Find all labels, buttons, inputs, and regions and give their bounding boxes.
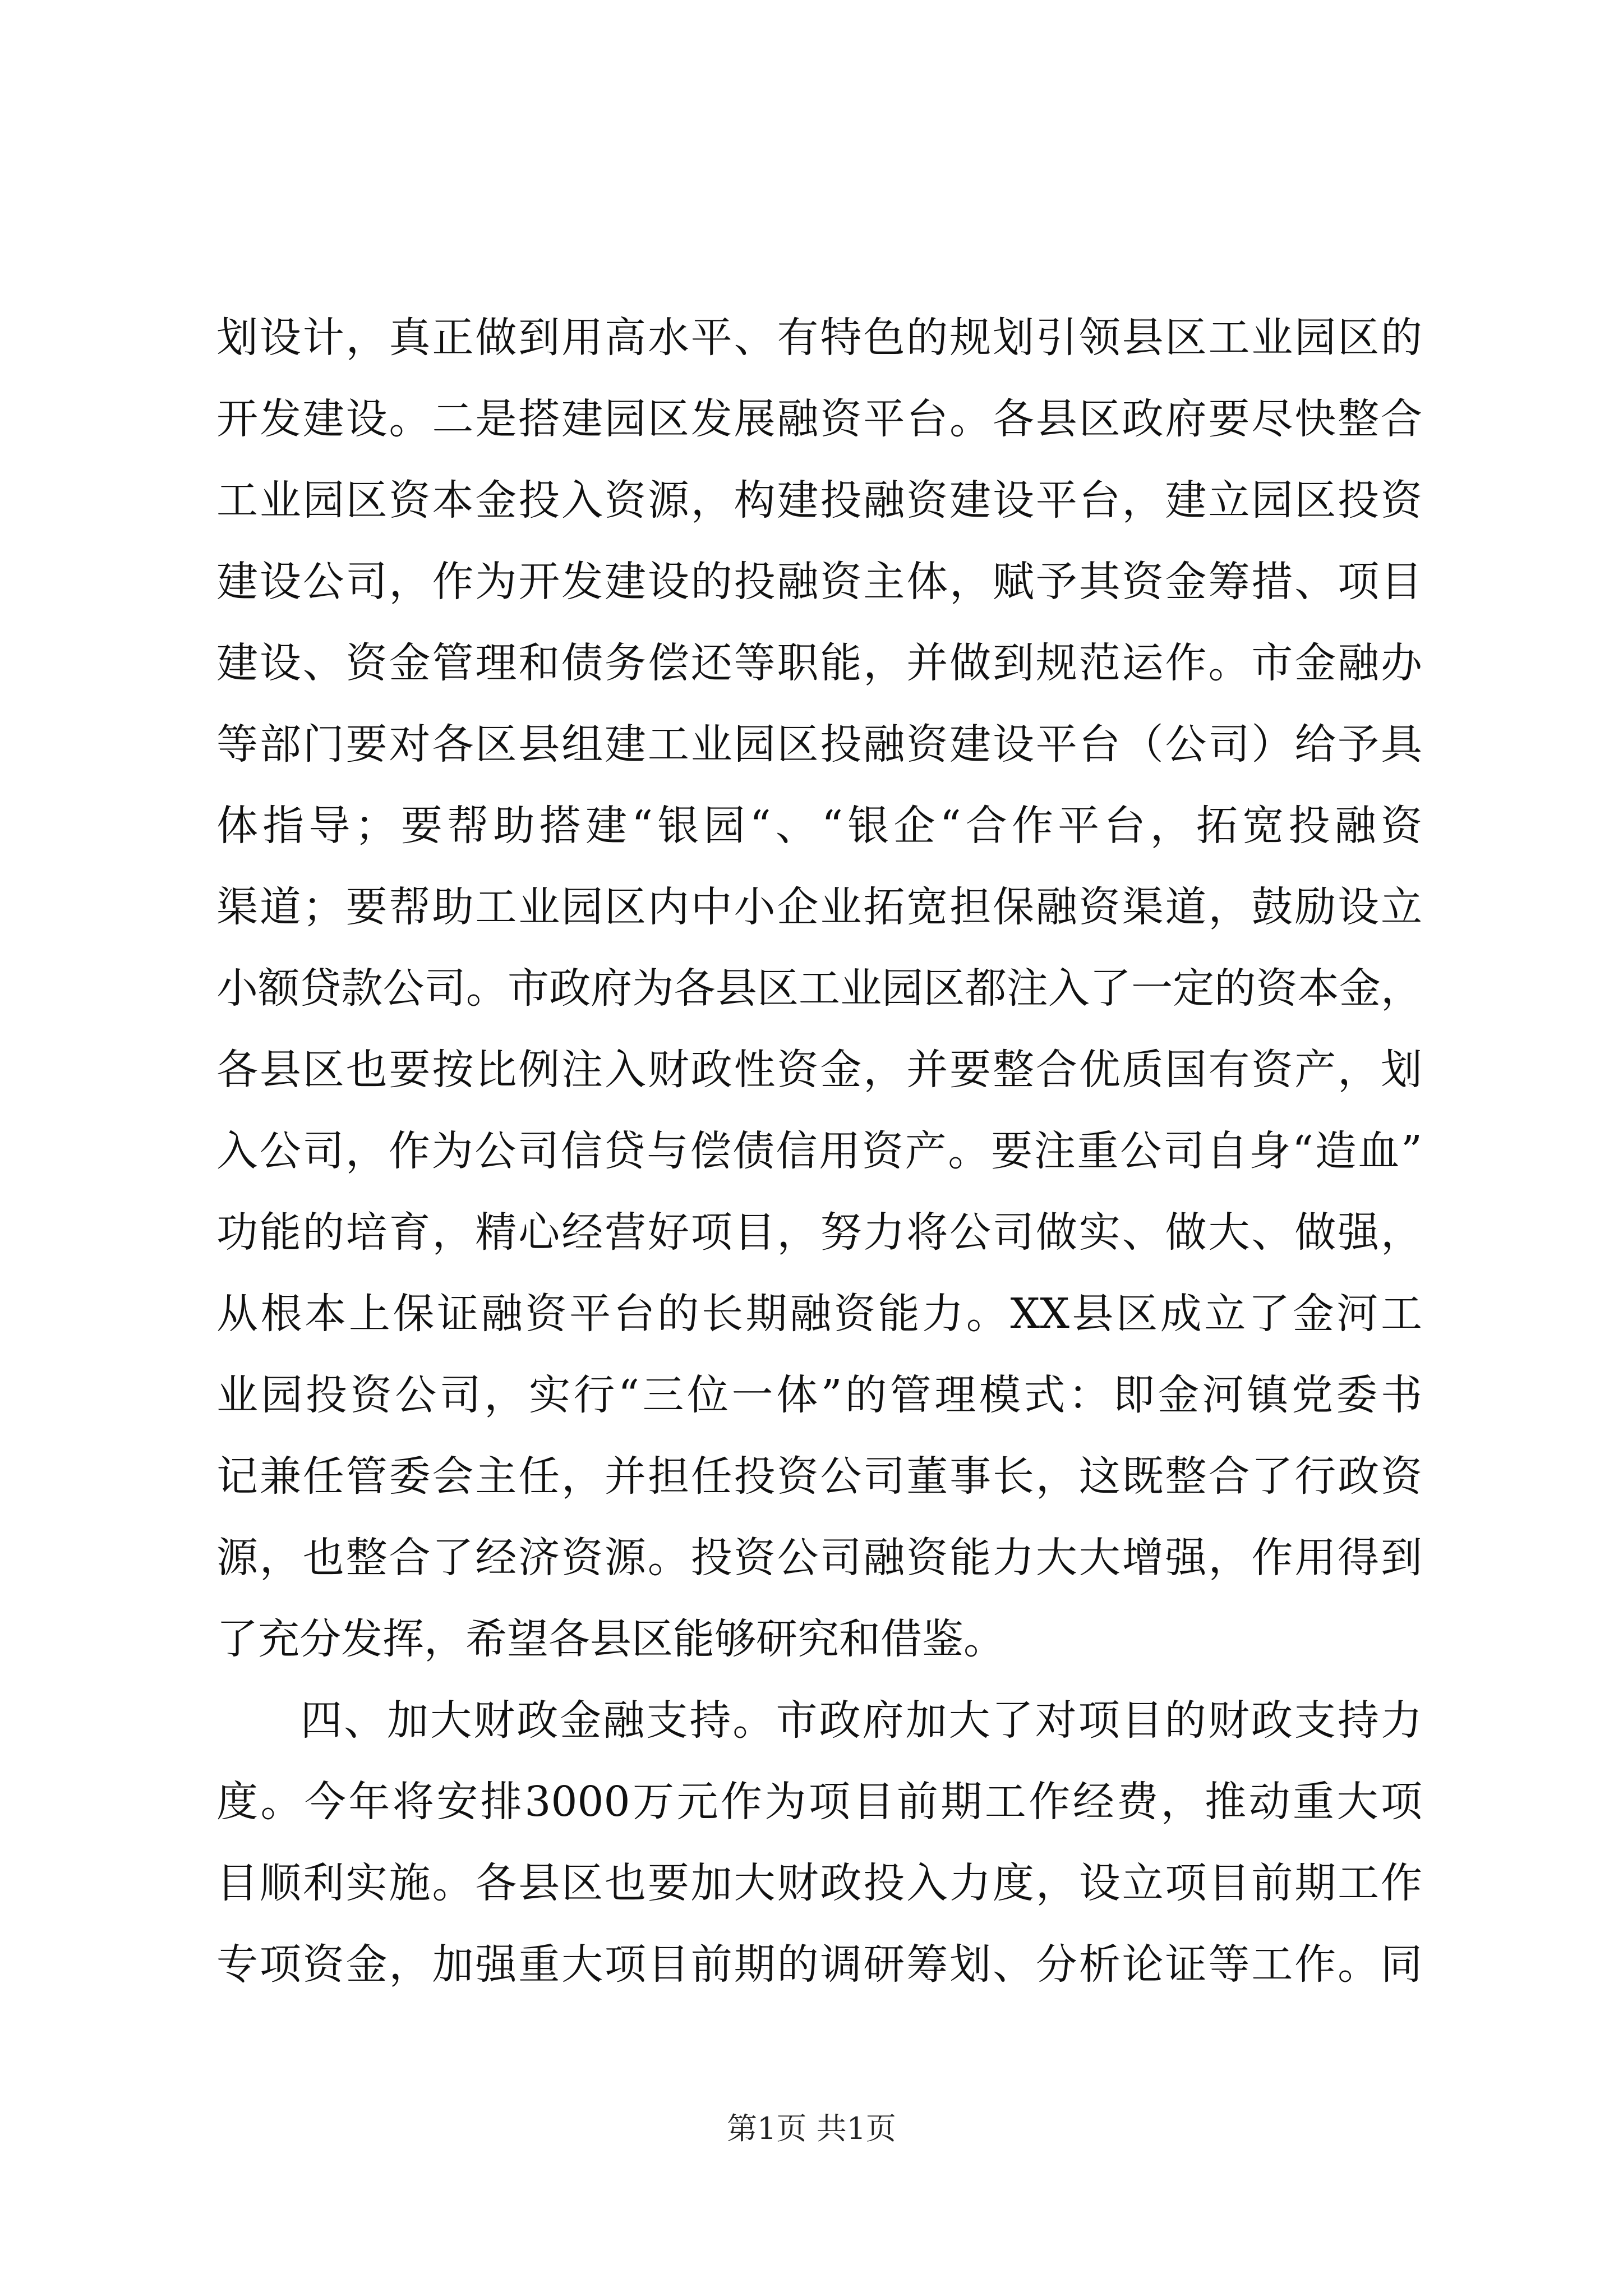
page-footer (0, 2109, 1623, 2148)
text-line-1: 划设计，真正做到用高水平、有特色的规划引领县区工业园区的 (216, 314, 1422, 362)
document-body (216, 297, 1422, 2005)
text-line-8: 渠道；要帮助工业园区内中小企业拓宽担保融资渠道，鼓励设立 (216, 883, 1422, 931)
text-line-10: 各县区也要按比例注入财政性资金，并要整合优质国有资产，划 (216, 1046, 1422, 1094)
text-line-9: 小额贷款公司。市政府为各县区工业园区都注入了一定的资本金， (216, 964, 1422, 1013)
text-line-11: 入公司，作为公司信贷与偿债信用资产。要注重公司自身“造血” (216, 1127, 1422, 1175)
text-line-17: 了充分发挥，希望各县区能够研究和借鉴。 (216, 1615, 1005, 1663)
page-number-label: 第1页 共1页 (727, 2111, 896, 2146)
text-line-3: 工业园区资本金投入资源，构建投融资建设平台，建立园区投资 (216, 476, 1422, 524)
text-line-7: 体指导；要帮助搭建“银园“、“银企“合作平台，拓宽投融资 (216, 802, 1422, 850)
text-line-12: 功能的培育，精心经营好项目，努力将公司做实、做大、做强， (216, 1208, 1422, 1257)
text-line-15: 记兼任管委会主任，并担任投资公司董事长，这既整合了行政资 (216, 1452, 1422, 1501)
text-line-18: 四、加大财政金融支持。市政府加大了对项目的财政支持力 (301, 1696, 1422, 1745)
text-line-6: 等部门要对各区县组建工业园区投融资建设平台（公司）给予具 (216, 720, 1422, 769)
text-line-4: 建设公司，作为开发建设的投融资主体，赋予其资金筹措、项目 (216, 558, 1422, 606)
text-line-16: 源，也整合了经济资源。投资公司融资能力大大增强，作用得到 (216, 1534, 1422, 1582)
text-line-21: 专项资金，加强重大项目前期的调研筹划、分析论证等工作。同 (216, 1940, 1422, 1989)
text-line-2: 开发建设。二是搭建园区发展融资平台。各县区政府要尽快整合 (216, 395, 1422, 443)
text-line-14: 业园投资公司，实行“三位一体”的管理模式：即金河镇党委书 (216, 1371, 1422, 1419)
text-line-19: 度。今年将安排3000万元作为项目前期工作经费，推动重大项 (216, 1778, 1422, 1826)
text-line-20: 目顺利实施。各县区也要加大财政投入力度，设立项目前期工作 (216, 1859, 1422, 1907)
text-line-5: 建设、资金管理和债务偿还等职能，并做到规范运作。市金融办 (216, 639, 1422, 687)
text-line-13: 从根本上保证融资平台的长期融资能力。XX县区成立了金河工 (216, 1290, 1422, 1338)
